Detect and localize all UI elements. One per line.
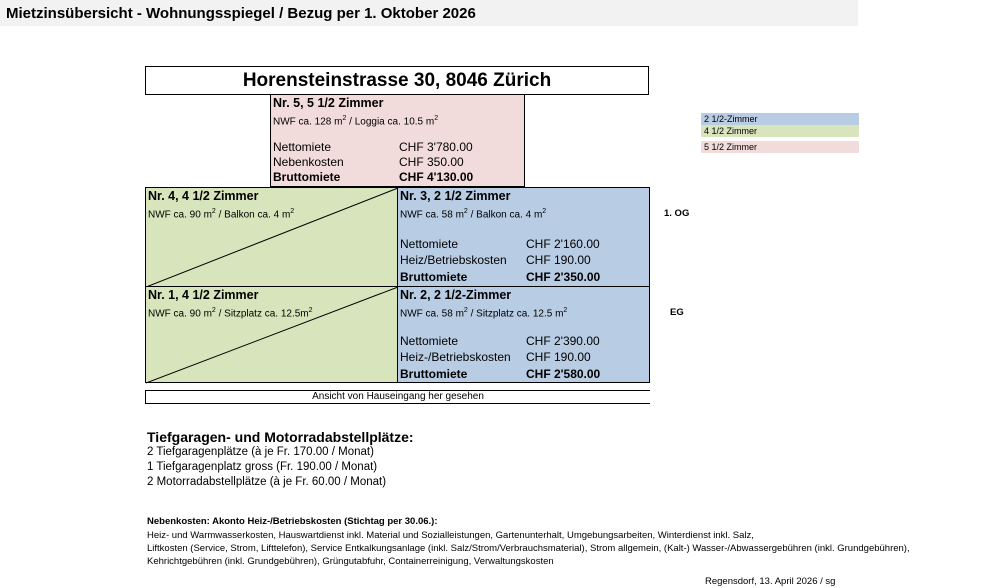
- cost-row-gross: Bruttomiete CHF 4'130.00: [273, 170, 474, 184]
- legend-item-2-5: 2 1/2-Zimmer: [701, 113, 859, 125]
- nebenkosten-line: Heiz- und Warmwasserkosten, Hauswartdienst inkl. Material und Sozialleistungen, Gartenunterhalt, Umgebungsarbeiten, Winterdienst inkl. Salz,: [147, 530, 754, 541]
- floor-label-eg: EG: [670, 307, 684, 318]
- parking-title: Tiefgaragen- und Motorradabstellplätze:: [147, 429, 414, 445]
- unit-nr4: [145, 187, 398, 287]
- cost-row-net: Nettomiete CHF 3'780.00: [273, 140, 473, 154]
- unit-nr5: [270, 95, 525, 187]
- legend-item-4-5: 4 1/2 Zimmer: [701, 125, 859, 137]
- unit-title: Nr. 3, 2 1/2 Zimmer: [400, 189, 511, 203]
- diagonal-line: [146, 188, 399, 288]
- unit-nr2: [397, 286, 650, 383]
- unit-area: NWF ca. 128 $m^2$ / Loggia ca. 10.5 $m^2$: [273, 115, 439, 128]
- floor-label-og: 1. OG: [664, 208, 690, 219]
- parking-line: 2 Motorradabstellplätze (à je Fr. 60.00 / Monat): [147, 476, 387, 488]
- parking-line: 1 Tiefgaragenplatz gross (Fr. 190.00 / Monat): [147, 461, 378, 473]
- address-header: Horensteinstrasse 30, 8046 Zürich: [145, 66, 649, 95]
- cost-row-net: Nettomiete CHF 2'160.00: [400, 237, 600, 251]
- unit-title: Nr. 4, 4 1/2 Zimmer: [148, 189, 259, 203]
- page-title: Mietzinsübersicht - Wohnungsspiegel / Bezug per 1. Oktober 2026: [6, 5, 476, 22]
- cost-row-gross: Bruttomiete CHF 2'350.00: [400, 270, 601, 284]
- cost-row-nk: Nebenkosten CHF 350.00: [273, 155, 464, 169]
- cost-row-net: Nettomiete CHF 2'390.00: [400, 334, 600, 348]
- nebenkosten-line: Liftkosten (Service, Strom, Lifttelefon), Service Entkalkungsanlage (inkl. Salz/Strom/Verbrauchsmaterial), Strom allgemein, (Kalt-) Wasser-/Abwassergebühren (inkl. Grundgebühren),: [147, 543, 910, 554]
- unit-area: NWF ca. 90 $m^2$ / Balkon ca. 4 $m^2$: [148, 208, 295, 221]
- parking-line: 2 Tiefgaragenplätze (à je Fr. 170.00 / Monat): [147, 446, 374, 458]
- cost-row-gross: Bruttomiete CHF 2'580.00: [400, 367, 601, 381]
- unit-nr1: [145, 286, 398, 383]
- unit-area: NWF ca. 90 $m^2$ / Sitzplatz ca. $12.5m^2$: [148, 307, 313, 320]
- unit-title: Nr. 1, 4 1/2 Zimmer: [148, 288, 259, 302]
- unit-title: Nr. 5, 5 1/2 Zimmer: [273, 96, 384, 110]
- cost-row-nk: Heiz-/Betriebskosten CHF 190.00: [400, 350, 591, 364]
- nebenkosten-line: Kehrichtgebühren (inkl. Grundgebühren), Grüngutabfuhr, Containerreinigung, Verwaltungskosten: [147, 556, 554, 567]
- nebenkosten-title: Nebenkosten: Akonto Heiz-/Betriebskosten (Stichtag per 30.06.):: [147, 516, 438, 527]
- cost-row-nk: Heiz/Betriebskosten CHF 190.00: [400, 253, 591, 267]
- unit-nr3: [397, 187, 650, 287]
- view-caption: Ansicht von Hauseingang her gesehen: [145, 390, 650, 404]
- unit-area: NWF ca. 58 $m^2$ / Balkon ca. 4 $m^2$: [400, 208, 547, 221]
- unit-area: NWF ca. 58 $m^2$ / Sitzplatz ca. 12.5 $m^2$: [400, 307, 568, 320]
- legend-item-5-5: 5 1/2 Zimmer: [701, 141, 859, 153]
- signature-date: Regensdorf, 13. April 2026 / sg: [705, 576, 836, 587]
- unit-title: Nr. 2, 2 1/2-Zimmer: [400, 288, 512, 302]
